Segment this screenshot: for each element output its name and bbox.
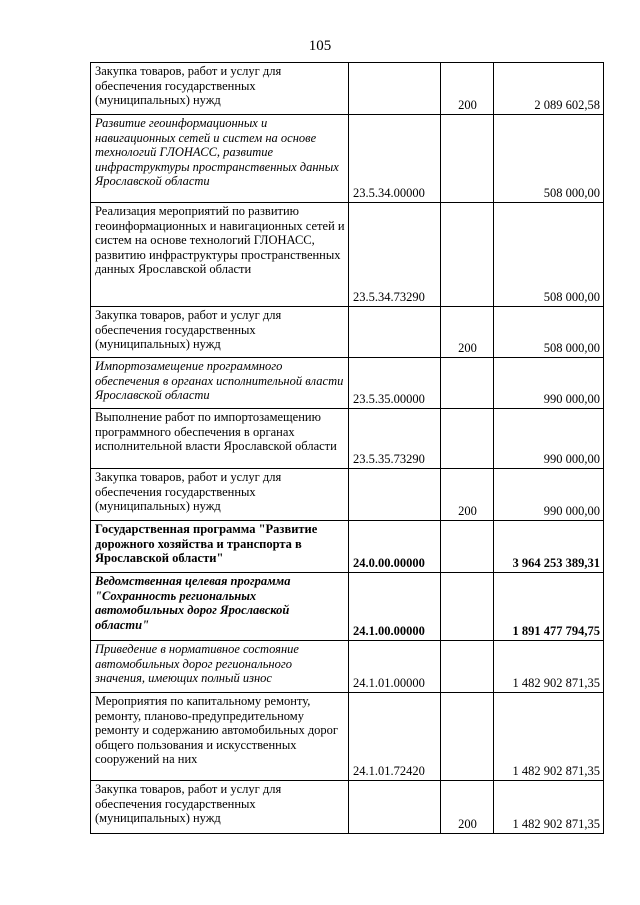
row-sum-cell: 3 964 253 389,31 [494,521,604,573]
table-row [91,641,604,693]
row-expense-type-cell: 200 [441,63,494,115]
row-code-cell: 23.5.34.73290 [349,203,441,307]
row-sum-cell: 990 000,00 [494,409,604,469]
row-code-cell: 24.1.01.72420 [349,693,441,781]
table-row [91,358,604,409]
table-row [91,521,604,573]
row-name-cell: Закупка товаров, работ и услуг для обеспечения государственных (муниципальных) нужд [91,781,349,834]
row-code-cell: 24.1.01.00000 [349,641,441,693]
row-sum-cell: 990 000,00 [494,469,604,521]
row-sum-cell: 2 089 602,58 [494,63,604,115]
table-row [91,781,604,834]
row-expense-type-cell [441,203,494,307]
row-code-cell [349,781,441,834]
row-name-cell: Закупка товаров, работ и услуг для обеспечения государственных (муниципальных) нужд [91,469,349,521]
row-sum-cell: 1 891 477 794,75 [494,573,604,641]
table-row [91,693,604,781]
row-name-cell: Закупка товаров, работ и услуг для обеспечения государственных (муниципальных) нужд [91,63,349,115]
row-expense-type-cell [441,573,494,641]
row-expense-type-cell [441,115,494,203]
row-sum-cell: 508 000,00 [494,115,604,203]
row-name-cell: Выполнение работ по импортозамещению программного обеспечения в органах исполнительной власти Ярославской области [91,409,349,469]
row-expense-type-cell [441,409,494,469]
row-code-cell [349,307,441,358]
row-sum-cell: 1 482 902 871,35 [494,693,604,781]
table-row [91,469,604,521]
row-expense-type-cell [441,693,494,781]
row-name-cell: Развитие геоинформационных и навигационных сетей и систем на основе технологий ГЛОНАСС, развитие инфраструктуры пространственных данных Ярославской области [91,115,349,203]
row-name-cell: Закупка товаров, работ и услуг для обеспечения государственных (муниципальных) нужд [91,307,349,358]
row-expense-type-cell [441,641,494,693]
row-sum-cell: 508 000,00 [494,307,604,358]
row-name-cell: Мероприятия по капитальному ремонту, ремонту, планово-предупредительному ремонту и содержанию автомобильных дорог общего пользования и искусственных сооружений на них [91,693,349,781]
table-row [91,63,604,115]
row-code-cell [349,63,441,115]
row-expense-type-cell [441,521,494,573]
row-sum-cell: 508 000,00 [494,203,604,307]
row-code-cell: 23.5.35.00000 [349,358,441,409]
table-row [91,409,604,469]
table-row [91,115,604,203]
row-code-cell [349,469,441,521]
row-code-cell: 24.1.00.00000 [349,573,441,641]
page-number: 105 [308,38,332,54]
row-expense-type-cell [441,358,494,409]
row-name-cell: Реализация мероприятий по развитию геоинформационных и навигационных сетей и систем на основе технологий ГЛОНАСС, развитию инфраструктуры пространственных данных Ярославской области [91,203,349,307]
row-sum-cell: 1 482 902 871,35 [494,641,604,693]
row-name-cell: Ведомственная целевая программа "Сохранность региональных автомобильных дорог Ярославской области" [91,573,349,641]
row-sum-cell: 1 482 902 871,35 [494,781,604,834]
row-name-cell: Приведение в нормативное состояние автомобильных дорог регионального значения, имеющих полный износ [91,641,349,693]
row-expense-type-cell: 200 [441,781,494,834]
row-expense-type-cell: 200 [441,307,494,358]
row-code-cell: 23.5.35.73290 [349,409,441,469]
table-row [91,573,604,641]
budget-table-body [91,63,604,834]
table-row [91,203,604,307]
row-expense-type-cell: 200 [441,469,494,521]
row-code-cell: 24.0.00.00000 [349,521,441,573]
budget-table [90,62,604,834]
row-sum-cell: 990 000,00 [494,358,604,409]
table-row [91,307,604,358]
row-name-cell: Импортозамещение программного обеспечения в органах исполнительной власти Ярославской области [91,358,349,409]
row-name-cell: Государственная программа "Развитие дорожного хозяйства и транспорта в Ярославской области" [91,521,349,573]
row-code-cell: 23.5.34.00000 [349,115,441,203]
